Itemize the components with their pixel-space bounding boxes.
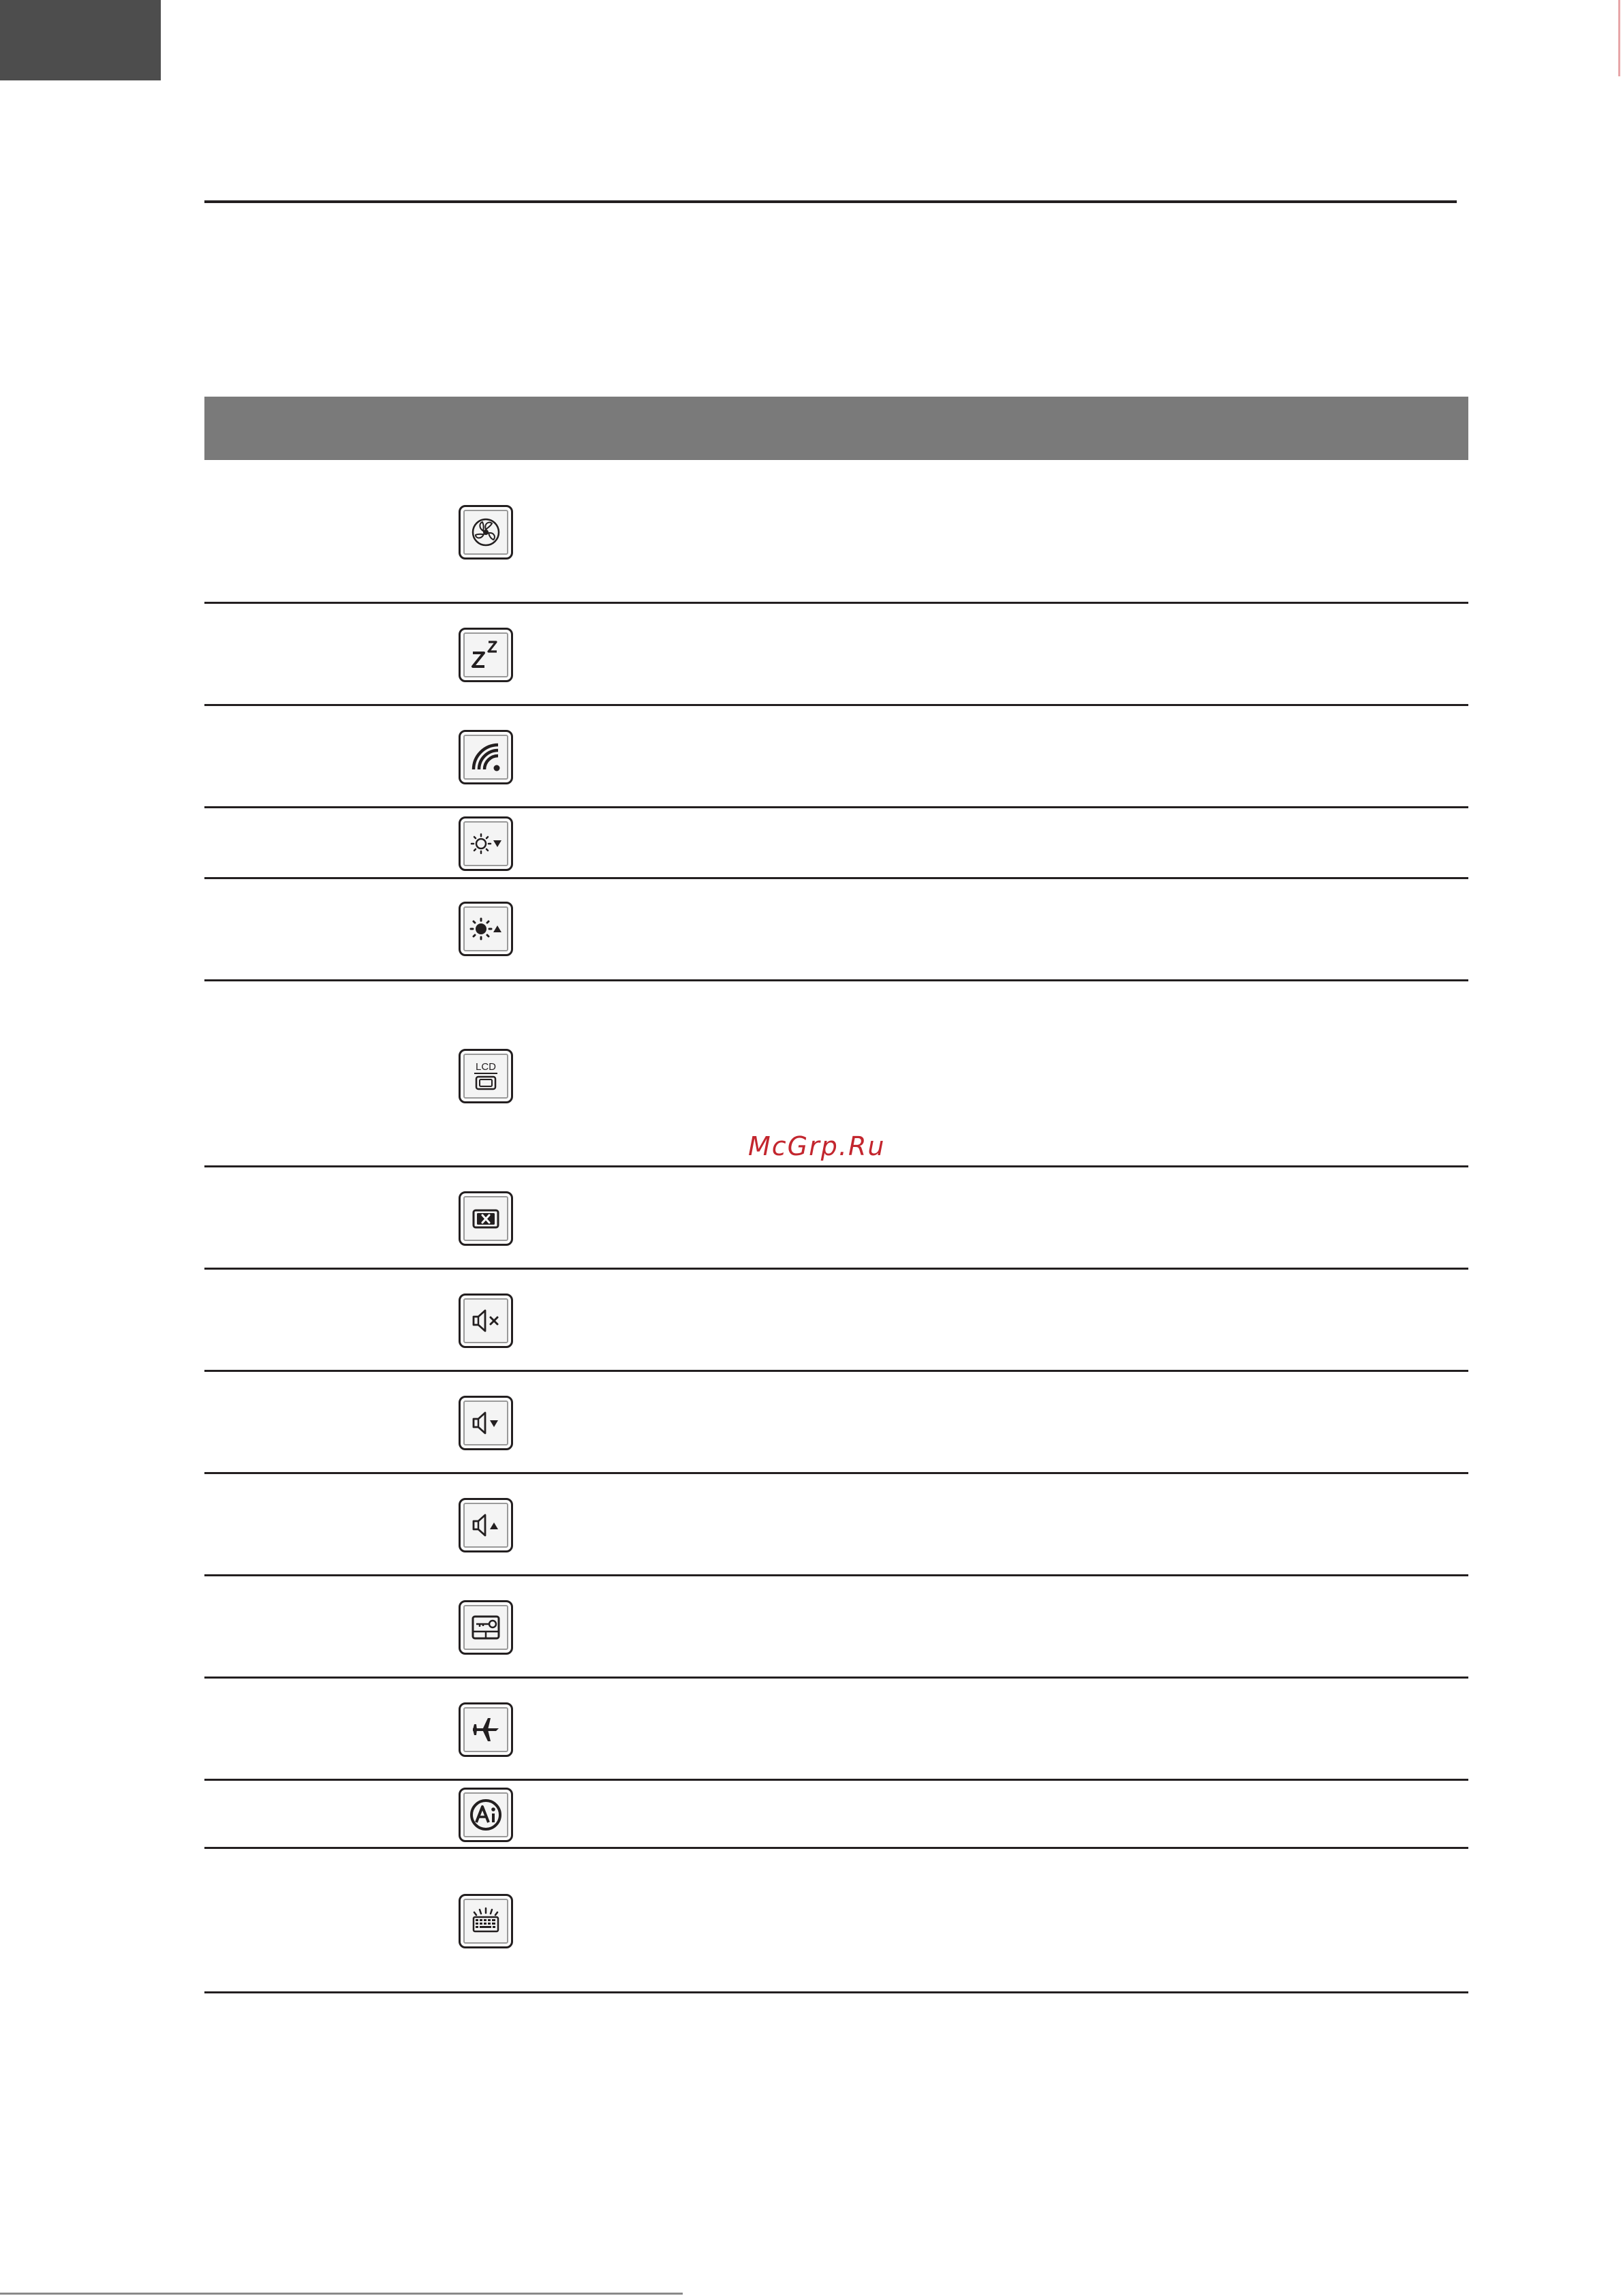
brightness-up-icon xyxy=(466,909,506,949)
keyboard-backlight-icon xyxy=(466,1901,506,1941)
hotkey-row-touchpad xyxy=(204,1576,1468,1679)
hotkey-row-wireless xyxy=(204,706,1468,808)
wireless-icon xyxy=(466,737,506,777)
watermark: McGrp.Ru xyxy=(748,1131,886,1161)
touchpad-toggle-icon xyxy=(466,1608,506,1647)
keyboard-backlight-key xyxy=(459,1894,513,1948)
hotkey-row-volume-up xyxy=(204,1474,1468,1576)
brightness-down-icon xyxy=(466,824,506,863)
hotkey-row-airplane xyxy=(204,1679,1468,1781)
fan-icon xyxy=(466,512,506,552)
lcd-key-label: LCD xyxy=(475,1061,497,1073)
hotkey-row-mute xyxy=(204,1270,1468,1372)
volume-up-key xyxy=(459,1498,513,1552)
page-corner-tab xyxy=(0,0,161,80)
brightness-down-key xyxy=(459,816,513,871)
hotkey-row-screen-off xyxy=(204,1167,1468,1270)
hotkey-row-brightness-up xyxy=(204,879,1468,981)
acer-ai-icon xyxy=(466,1795,506,1835)
brightness-up-key xyxy=(459,902,513,956)
volume-down-icon xyxy=(466,1403,506,1443)
speaker-mute-icon xyxy=(466,1301,506,1341)
sleep-icon xyxy=(466,635,506,675)
screen-off-icon xyxy=(466,1199,506,1238)
page-edge-mark xyxy=(1618,0,1620,76)
footer-rule xyxy=(0,2293,683,2295)
airplane-mode-key xyxy=(459,1702,513,1757)
wireless-key xyxy=(459,730,513,784)
touchpad-toggle-key xyxy=(459,1600,513,1655)
hotkey-row-fan xyxy=(204,460,1468,604)
sleep-key xyxy=(459,628,513,682)
fan-key xyxy=(459,505,513,560)
volume-down-key xyxy=(459,1396,513,1450)
display-toggle-icon xyxy=(466,1056,506,1096)
hotkey-table xyxy=(204,460,1468,1993)
table-header xyxy=(204,397,1468,460)
display-toggle-key xyxy=(459,1049,513,1103)
hotkey-row-acer-ai xyxy=(204,1781,1468,1849)
acer-ai-key xyxy=(459,1788,513,1842)
screen-off-key xyxy=(459,1191,513,1246)
hotkey-row-sleep xyxy=(204,604,1468,706)
airplane-mode-icon xyxy=(466,1710,506,1749)
mute-key xyxy=(459,1294,513,1348)
hotkey-row-volume-down xyxy=(204,1372,1468,1474)
hotkey-row-keyboard-backlight xyxy=(204,1849,1468,1993)
hotkey-row-brightness-down xyxy=(204,808,1468,879)
volume-up-icon xyxy=(466,1505,506,1545)
section-rule xyxy=(204,200,1457,203)
